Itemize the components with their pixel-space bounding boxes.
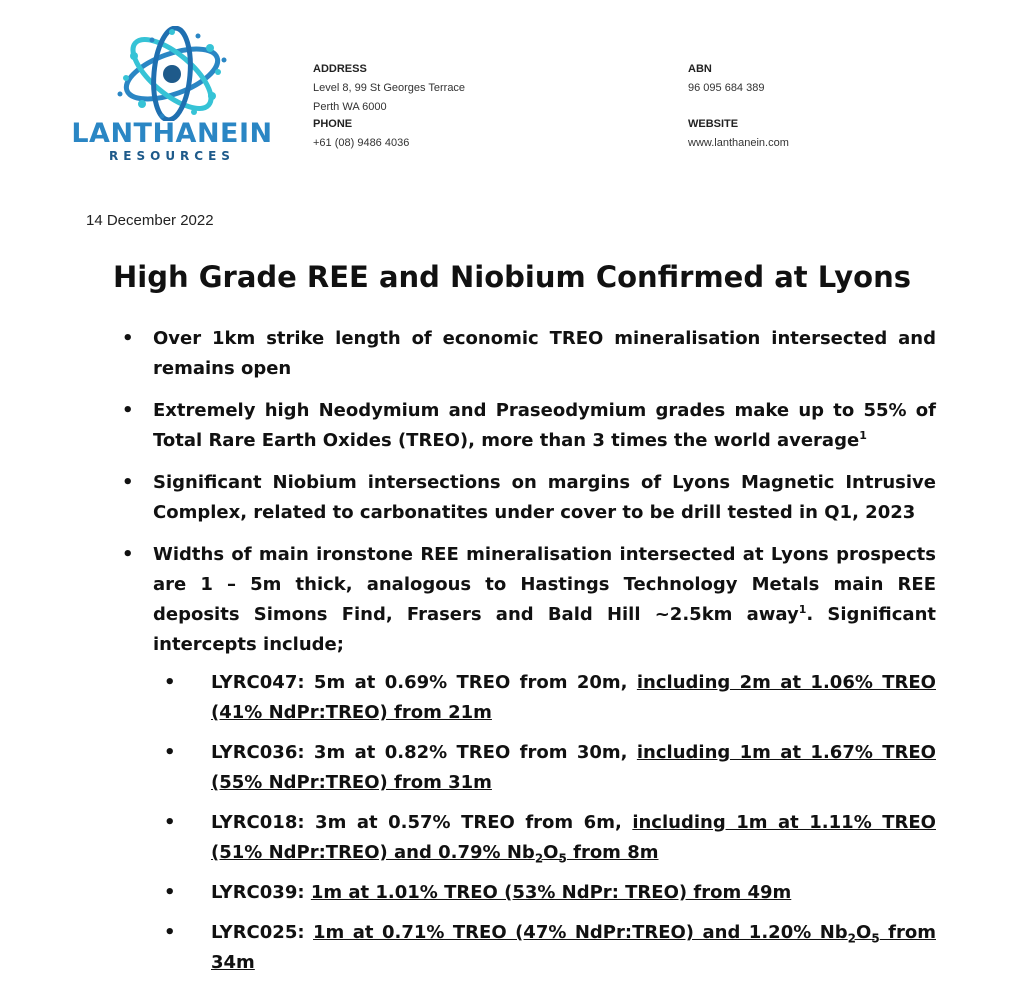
bullet-icon: • <box>122 400 134 421</box>
subscript: 2 <box>534 851 544 866</box>
address-line-2: Perth WA 6000 <box>313 101 387 113</box>
intercept-highlight: including 1m at 1.67% TREO (55% NdPr:TREO) from 31m <box>211 742 936 793</box>
website-label: WEBSITE <box>688 118 739 130</box>
highlights-list <box>118 324 936 672</box>
list-item <box>158 878 936 908</box>
bullet-icon: • <box>164 882 176 903</box>
company-logo <box>62 26 282 166</box>
intercept-highlight <box>211 922 936 973</box>
bullet-icon: • <box>122 472 134 493</box>
highlight-text: Extremely high Neodymium and Praseodymium grades make up to 55% of Total Rare Earth Oxides (TREO), more than 3 times the world average <box>153 400 936 451</box>
website-link[interactable]: www.lanthanein.com <box>688 137 789 149</box>
list-item <box>158 808 936 868</box>
phone-number: +61 (08) 9486 4036 <box>313 137 410 149</box>
list-item <box>118 396 936 456</box>
intercept-highlight-part: including 1m at 1.11% TREO (51% NdPr:TREO) and 0.79% Nb <box>211 812 936 863</box>
intercept-highlight-part: from 34m <box>211 922 936 973</box>
intercept-text: LYRC025: <box>211 922 314 943</box>
list-item <box>158 668 936 728</box>
intercepts-list <box>158 668 936 988</box>
intercept-text: LYRC018: 3m at 0.57% TREO from 6m, <box>211 812 633 833</box>
intercept-text: LYRC036: 3m at 0.82% TREO from 30m, <box>211 742 637 763</box>
bullet-icon: • <box>164 672 176 693</box>
intercept-highlight-part: O <box>543 842 559 863</box>
footnote-ref: 1 <box>798 603 807 616</box>
intercept-highlight-part: O <box>856 922 872 943</box>
subscript: 5 <box>871 931 880 946</box>
logo-wordmark: LANTHANEIN <box>71 118 273 149</box>
phone-label: PHONE <box>313 118 353 130</box>
atom-icon <box>112 26 232 121</box>
footnote-ref: 1 <box>859 429 867 442</box>
address-block <box>313 60 465 153</box>
list-item <box>118 324 936 384</box>
intercept-highlight-part: 1m at 0.71% TREO (47% NdPr:TREO) and 1.20% Nb <box>313 922 848 943</box>
highlight-text: Over 1km strike length of economic TREO mineralisation intersected and remains open <box>153 328 936 379</box>
abn-label: ABN <box>688 63 712 75</box>
intercept-text: LYRC039: <box>211 882 311 903</box>
bullet-icon: • <box>122 544 134 565</box>
page-title: High Grade REE and Niobium Confirmed at Lyons <box>113 260 911 294</box>
intercept-text: LYRC047: 5m at 0.69% TREO from 20m, <box>211 672 637 693</box>
highlight-text: Significant Niobium intersections on margins of Lyons Magnetic Intrusive Complex, related to carbonatites under cover to be drill tested in Q1, 2023 <box>153 472 936 523</box>
bullet-icon: • <box>122 328 134 349</box>
bullet-icon: • <box>164 922 176 943</box>
bullet-icon: • <box>164 812 176 833</box>
release-date: 14 December 2022 <box>86 212 214 229</box>
list-item <box>158 918 936 978</box>
intercept-highlight: including 2m at 1.06% TREO (41% NdPr:TREO) from 21m <box>211 672 936 723</box>
bullet-icon: • <box>164 742 176 763</box>
abn-number: 96 095 684 389 <box>688 82 765 94</box>
abn-block <box>688 60 789 153</box>
list-item <box>118 540 936 660</box>
list-item <box>118 468 936 528</box>
address-label: ADDRESS <box>313 63 367 75</box>
logo-subtitle: RESOURCES <box>109 149 235 163</box>
highlight-text: Widths of main ironstone REE mineralisation intersected at Lyons prospects are 1 – 5m thick, analogous to Hastings Technology Metals main REE deposits Simons Find, Frasers and Bald Hill ~2.5km away <box>153 544 936 625</box>
subscript: 5 <box>558 851 567 866</box>
intercept-highlight-part: from 8m <box>566 842 659 863</box>
list-item <box>158 738 936 798</box>
highlight-text-cont: . Significant intercepts include; <box>153 604 936 655</box>
address-line-1: Level 8, 99 St Georges Terrace <box>313 82 466 94</box>
intercept-highlight: 1m at 1.01% TREO (53% NdPr: TREO) from 49m <box>310 882 792 903</box>
subscript: 2 <box>847 931 857 946</box>
